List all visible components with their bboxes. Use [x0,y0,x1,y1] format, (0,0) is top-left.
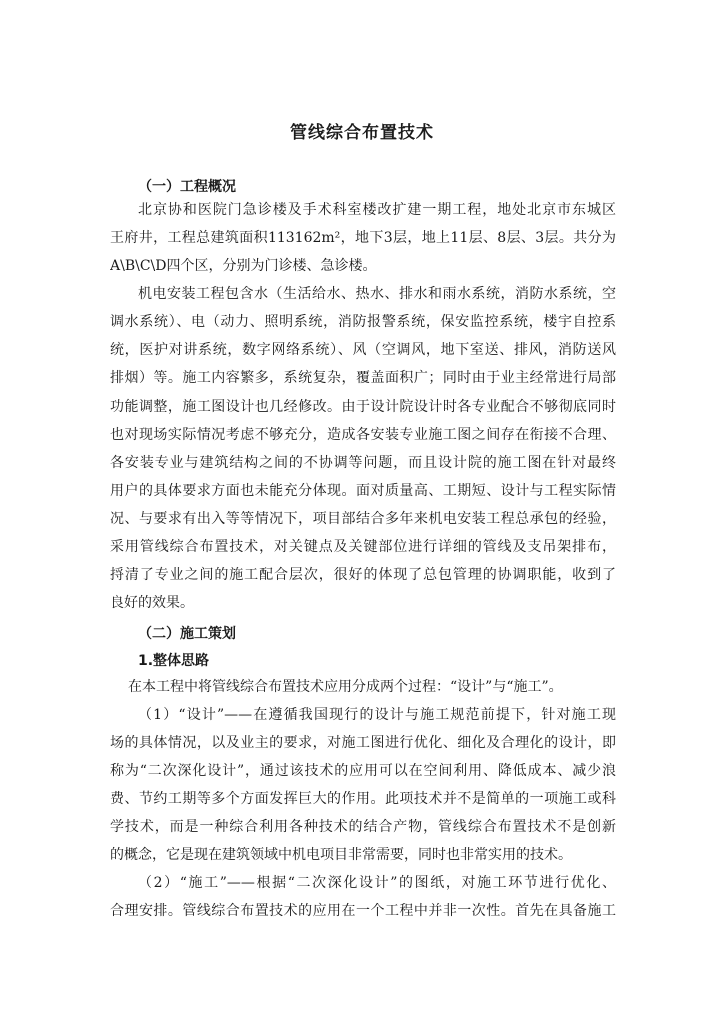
section-heading-planning: （二）施工策划 [138,626,236,642]
paragraph-line: 称为“二次深化设计”，通过该技术的应用可以在空间利用、降低成本、减少浪 [110,763,616,779]
document-title: 管线综合布置技术 [290,123,434,143]
paragraph-line: 王府井，工程总建筑面积113162m²，地下3层，地上11层、8层、3层。共分为 [110,230,616,246]
paragraph-line: 用户的具体要求方面也未能充分体现。面对质量高、工期短、设计与工程实际情 [110,483,616,499]
paragraph-line: 各安装专业与建筑结构之间的不协调等问题，而且设计院的施工图在针对最终 [110,455,616,471]
paragraph-line: 排烟）等。施工内容繁多，系统复杂，覆盖面积广；同时由于业主经常进行局部 [110,370,616,386]
paragraph-line: A\B\C\D四个区，分别为门诊楼、急诊楼。 [110,258,377,274]
paragraph-line: 功能调整，施工图设计也几经修改。由于设计院设计时各专业配合不够彻底同时 [110,399,616,415]
paragraph-line: 也对现场实际情况考虑不够充分，造成各安装专业施工图之间存在衔接不合理、 [110,427,616,443]
paragraph-line: 场的具体情况，以及业主的要求，对施工图进行优化、细化及合理化的设计，即 [110,735,616,751]
paragraph-line: 统，医护对讲系统，数字网络系统）、风（空调风，地下室送、排风，消防送风 [110,342,616,358]
paragraph-line: 北京协和医院门急诊楼及手术科室楼改扩建一期工程，地处北京市东城区 [138,202,616,218]
paragraph-line: （1）“设计”——在遵循我国现行的设计与施工规范前提下，针对施工现 [138,707,616,723]
paragraph-line: 的概念，它是现在建筑领域中机电项目非常需要，同时也非常实用的技术。 [110,847,572,863]
paragraph-line: 况、与要求有出入等等情况下，项目部结合多年来机电安装工程总承包的经验， [110,511,616,527]
paragraph-line: 捋清了专业之间的施工配合层次，很好的体现了总包管理的协调职能，收到了 [110,567,616,583]
subsection-heading-overall-approach: 1.整体思路 [138,653,210,669]
section-heading-overview: （一）工程概况 [138,179,236,195]
paragraph-line: 良好的效果。 [110,595,194,611]
paragraph-line: 在本工程中将管线综合布置技术应用分成两个过程：“设计”与“施工”。 [128,679,563,695]
paragraph-line: 采用管线综合布置技术，对关键点及关键部位进行详细的管线及支吊架排布， [110,539,616,555]
paragraph-line: 合理安排。管线综合布置技术的应用在一个工程中并非一次性。首先在具备施工 [110,903,616,919]
paragraph-line: （2）“施工”——根据“二次深化设计”的图纸，对施工环节进行优化、 [138,875,616,891]
paragraph-line: 机电安装工程包含水（生活给水、热水、排水和雨水系统，消防水系统，空 [138,286,616,302]
paragraph-line: 费、节约工期等多个方面发挥巨大的作用。此项技术并不是简单的一项施工或科 [110,791,616,807]
paragraph-line: 学技术，而是一种综合利用各种技术的结合产物，管线综合布置技术不是创新 [110,819,616,835]
paragraph-line: 调水系统）、电（动力、照明系统，消防报警系统，保安监控系统，楼宇自控系 [110,314,616,330]
